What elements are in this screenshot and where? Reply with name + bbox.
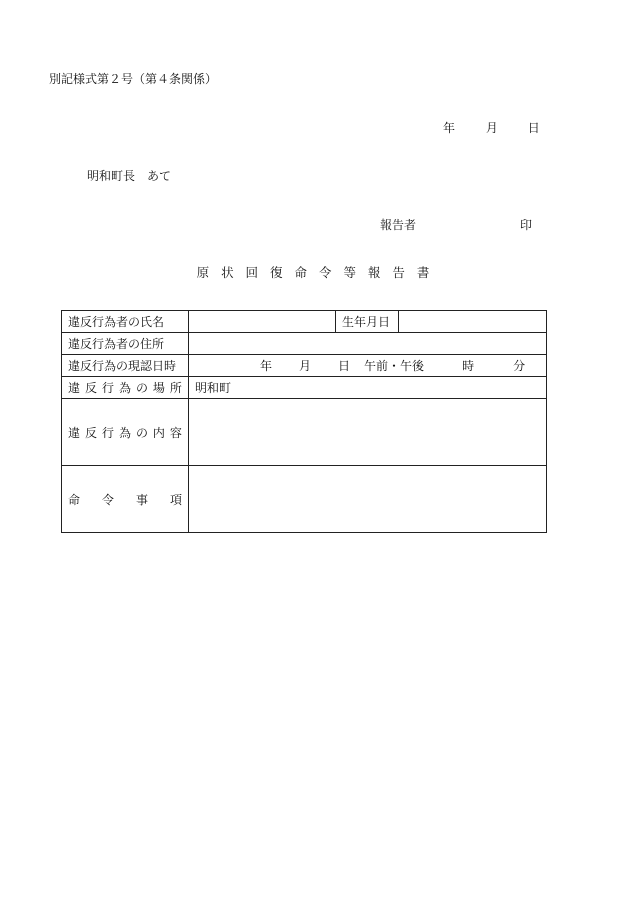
label-char: の	[135, 381, 148, 395]
label-char: 行	[101, 425, 114, 440]
label-char: 違	[68, 425, 81, 440]
content-label	[62, 399, 189, 466]
label-char: 行	[101, 381, 114, 395]
content-label-text	[68, 424, 182, 441]
label-char: 命	[68, 492, 81, 507]
birthdate-field[interactable]	[399, 311, 547, 333]
label-char: 容	[169, 425, 182, 440]
violator-name-field[interactable]	[189, 311, 336, 333]
location-label-text	[68, 379, 182, 396]
table-row	[62, 311, 547, 333]
content-field[interactable]	[189, 399, 547, 466]
addressee: 明和町長 あて	[87, 169, 172, 183]
label-char: 為	[118, 425, 131, 440]
day-char: 日	[527, 121, 540, 135]
dt-hour: 時	[462, 359, 475, 373]
label-char: 為	[118, 381, 131, 395]
month-char: 月	[485, 121, 498, 135]
order-field[interactable]	[189, 466, 547, 533]
label-char: 反	[84, 381, 97, 395]
label-char: 令	[101, 492, 114, 507]
table-row	[62, 399, 547, 466]
form-number: 別記様式第２号（第４条関係）	[49, 72, 218, 86]
seal-mark: 印	[520, 218, 533, 232]
birthdate-label: 生年月日	[336, 311, 399, 333]
confirmed-datetime-field[interactable]	[189, 355, 547, 377]
label-char: 内	[152, 425, 165, 440]
location-label	[62, 377, 189, 399]
label-char: 項	[169, 492, 182, 507]
location-field[interactable]	[189, 377, 547, 399]
year-char: 年	[443, 121, 456, 135]
dt-month: 月	[299, 359, 312, 373]
label-char: 所	[169, 381, 182, 395]
table-row	[62, 466, 547, 533]
order-label	[62, 466, 189, 533]
confirmed-datetime-label: 違反行為の現認日時	[62, 355, 189, 377]
label-char: 場	[152, 381, 165, 395]
datetime-line	[195, 357, 540, 374]
reporter-label: 報告者	[380, 218, 417, 232]
label-char: 事	[135, 492, 148, 507]
dt-minute: 分	[513, 359, 526, 373]
document-title: 原 状 回 復 命 令 等 報 告 書	[196, 265, 434, 280]
label-char: の	[135, 425, 148, 440]
table-row	[62, 377, 547, 399]
order-label-text	[68, 491, 182, 508]
violator-name-label: 違反行為者の氏名	[62, 311, 189, 333]
dt-year: 年	[260, 359, 273, 373]
report-table	[61, 310, 547, 533]
violator-address-label: 違反行為者の住所	[62, 333, 189, 355]
label-char: 反	[84, 425, 97, 440]
location-value: 明和町	[195, 381, 232, 395]
table-row	[62, 333, 547, 355]
dt-day: 日	[338, 359, 351, 373]
dt-ampm: 午前・午後	[364, 359, 425, 373]
date-line	[443, 122, 540, 134]
table-row	[62, 355, 547, 377]
violator-address-field[interactable]	[189, 333, 547, 355]
label-char: 違	[68, 381, 81, 395]
